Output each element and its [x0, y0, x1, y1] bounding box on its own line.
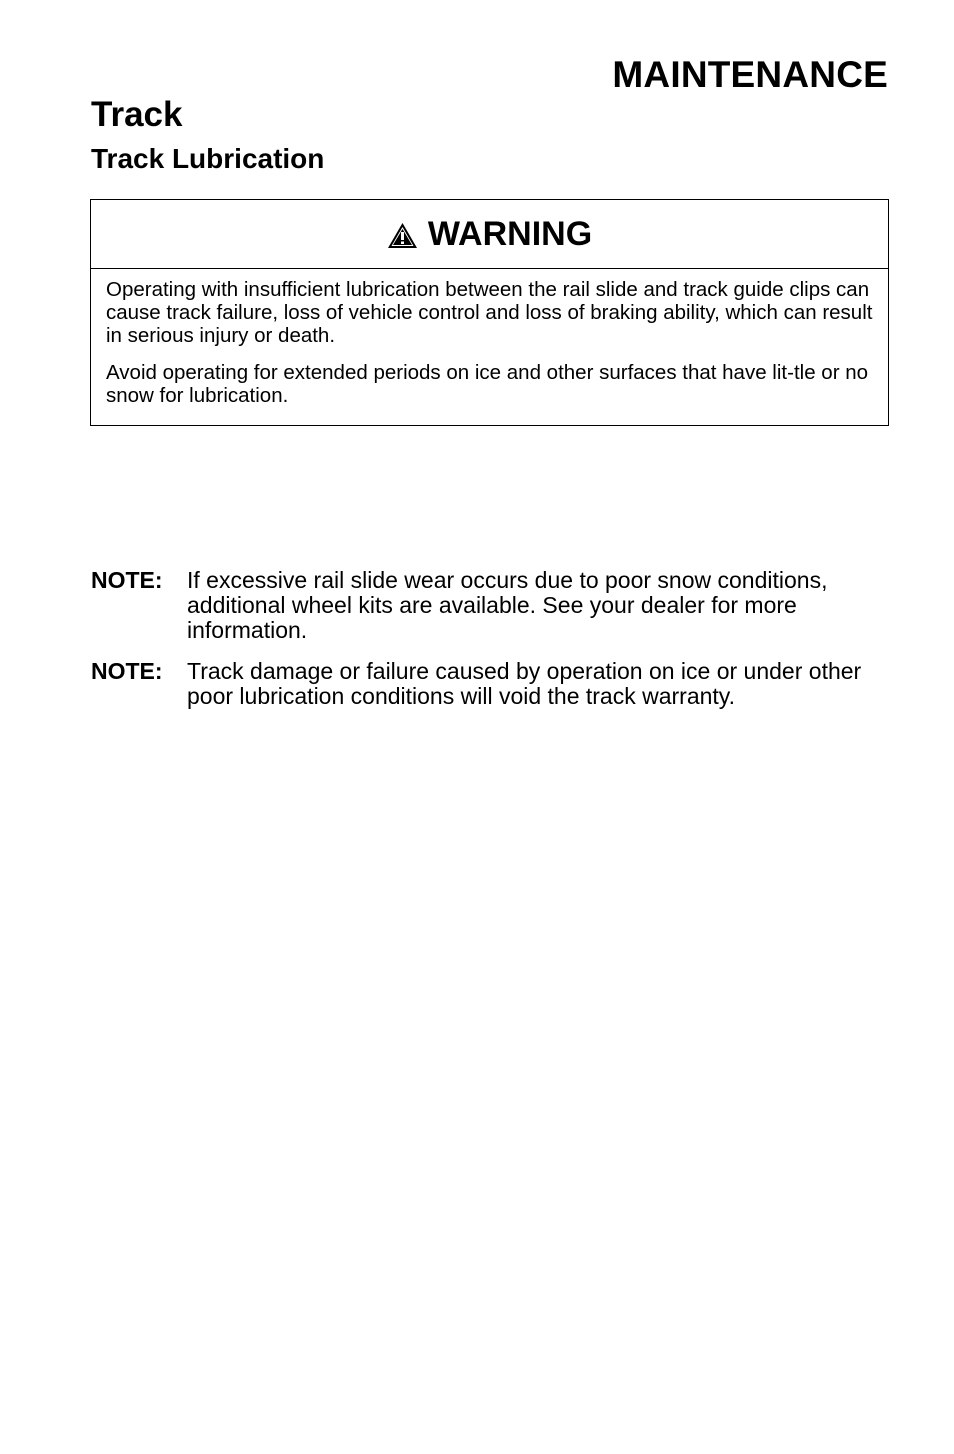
warning-body	[91, 269, 888, 407]
warning-label: WARNING	[427, 215, 593, 253]
section-title: Track	[91, 95, 183, 134]
warning-paragraph-1: Operating with insufficient lubrication between the rail slide and track guide clips can cause track failure, loss of vehicle control and loss of braking ability, which can result in serious injury or death.	[106, 278, 873, 347]
chapter-title: MAINTENANCE	[612, 54, 888, 95]
note-item-2	[91, 659, 891, 709]
subsection-title: Track Lubrication	[91, 143, 325, 174]
warning-paragraph-2: Avoid operating for extended periods on ice and other surfaces that have lit-tle or no snow for lubrication.	[106, 361, 869, 407]
warning-box	[90, 199, 889, 426]
note-label: NOTE:	[91, 658, 163, 684]
warning-header	[91, 200, 888, 269]
warning-triangle-icon	[387, 222, 418, 249]
note-item-1	[91, 568, 891, 643]
note-text: Track damage or failure caused by operation on ice or under other poor lubrication conditions will void the track warranty.	[187, 658, 862, 709]
note-label: NOTE:	[91, 567, 163, 593]
notes-section	[91, 568, 891, 725]
note-text: If excessive rail slide wear occurs due to poor snow conditions, additional wheel kits are available. See your dealer for more information.	[187, 567, 828, 643]
